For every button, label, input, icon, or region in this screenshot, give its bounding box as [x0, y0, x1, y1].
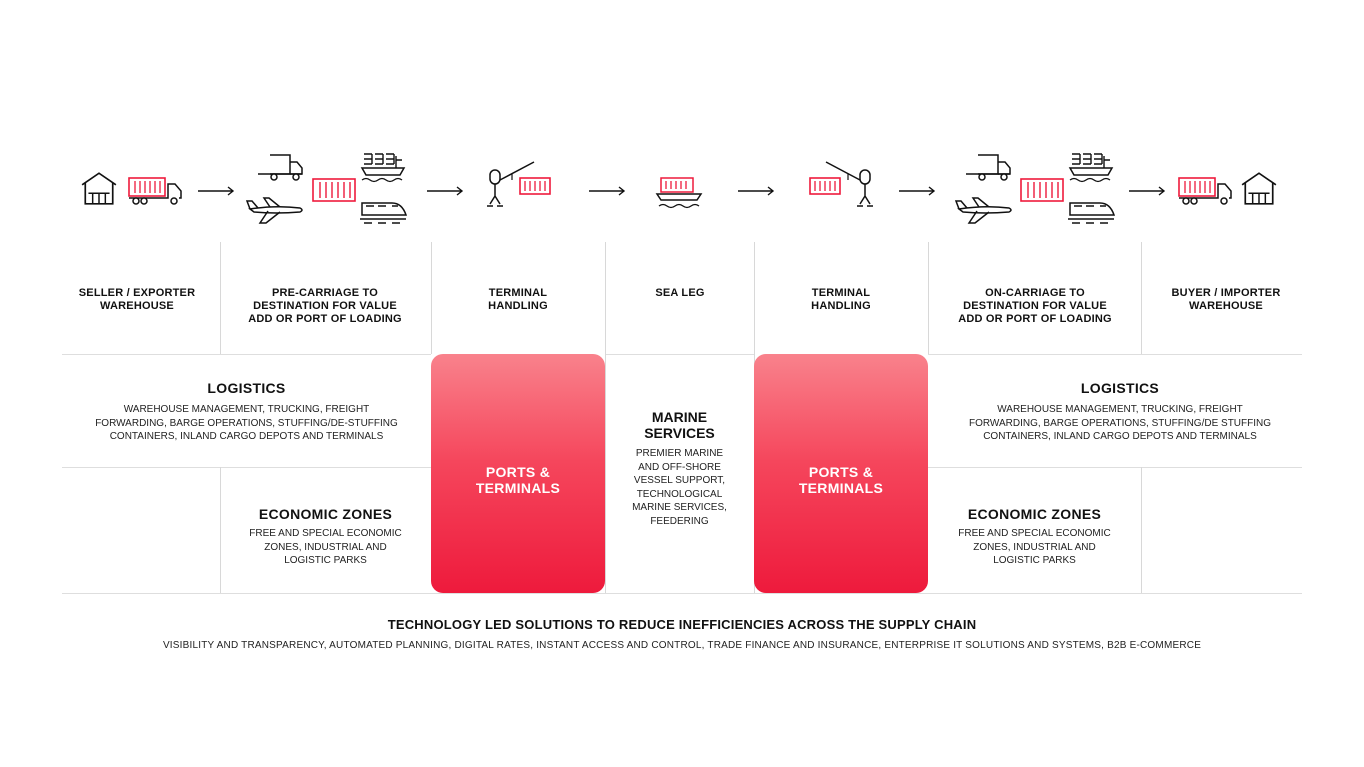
divider [605, 242, 606, 354]
arrow-icon [588, 186, 626, 196]
stage-label: BUYER / IMPORTER WAREHOUSE [1171, 287, 1281, 312]
stage-label: PRE-CARRIAGE TO DESTINATION FOR VALUE ADD OR PORT OF LOADING [248, 287, 402, 325]
container-truck-icon [128, 176, 184, 206]
ports-terminals-label: PORTS & TERMINALS [475, 464, 561, 496]
divider [431, 242, 432, 354]
logistics-desc: WAREHOUSE MANAGEMENT, TRUCKING, FREIGHT FORWARDING, BARGE OPERATIONS, STUFFING/DE STUFFING CONTAINERS, INLAND CARGO DEPOTS AND TERMINALS [968, 404, 1272, 442]
ports-terminals-label: PORTS & TERMINALS [798, 464, 884, 496]
port-crane-icon [484, 160, 554, 210]
airplane-icon [246, 195, 306, 225]
warehouse-icon [1240, 170, 1278, 206]
divider [928, 467, 1302, 468]
container-icon [1020, 178, 1064, 202]
container-icon [312, 178, 356, 202]
marine-services-desc: PREMIER MARINE AND OFF-SHORE VESSEL SUPPORT, TECHNOLOGICAL MARINE SERVICES, FEEDERING [632, 448, 727, 527]
arrow-icon [898, 186, 936, 196]
container-ship-icon [655, 176, 705, 210]
arrow-icon [197, 186, 235, 196]
marine-services-title: MARINE SERVICES [644, 409, 715, 441]
cargo-ship-icon [360, 150, 406, 184]
economic-zones-title: ECONOMIC ZONES [258, 506, 393, 522]
train-icon [358, 195, 408, 225]
logistics-desc: WAREHOUSE MANAGEMENT, TRUCKING, FREIGHT FORWARDING, BARGE OPERATIONS, STUFFING/DE-STUFFING CONTAINERS, INLAND CARGO DEPOTS AND TERMINALS [95, 404, 398, 442]
divider [928, 242, 929, 354]
logistics-title: LOGISTICS [207, 380, 286, 396]
stage-label: ON-CARRIAGE TO DESTINATION FOR VALUE ADD OR PORT OF LOADING [958, 287, 1112, 325]
warehouse-icon [80, 170, 118, 206]
stage-label: SELLER / EXPORTER WAREHOUSE [78, 287, 196, 312]
truck-icon [256, 152, 304, 182]
divider [1141, 467, 1142, 593]
arrow-icon [1128, 186, 1166, 196]
divider [605, 354, 754, 355]
airplane-icon [955, 195, 1015, 225]
logistics-title: LOGISTICS [1080, 380, 1160, 396]
container-truck-icon [1178, 176, 1234, 206]
divider [220, 242, 221, 354]
cargo-ship-icon [1068, 150, 1114, 184]
divider [754, 242, 755, 354]
economic-zones-desc: FREE AND SPECIAL ECONOMIC ZONES, INDUSTRIAL AND LOGISTIC PARKS [958, 528, 1111, 566]
stage-label: SEA LEG [655, 287, 705, 299]
arrow-icon [426, 186, 464, 196]
economic-zones-desc: FREE AND SPECIAL ECONOMIC ZONES, INDUSTRIAL AND LOGISTIC PARKS [249, 528, 402, 566]
economic-zones-title: ECONOMIC ZONES [967, 506, 1102, 522]
train-icon [1066, 195, 1116, 225]
divider [62, 593, 1302, 594]
stage-label: TERMINAL HANDLING [488, 287, 548, 312]
truck-icon [964, 152, 1012, 182]
divider [62, 354, 431, 355]
arrow-icon [737, 186, 775, 196]
divider [1141, 242, 1142, 354]
technology-desc: VISIBILITY AND TRANSPARENCY, AUTOMATED PLANNING, DIGITAL RATES, INSTANT ACCESS AND CONTROL, TRADE FINANCE AND INSURANCE, ENTERPRISE IT SOLUTIONS AND SYSTEMS, B2B E-COMMERCE [162, 640, 1202, 651]
technology-title: TECHNOLOGY LED SOLUTIONS TO REDUCE INEFFICIENCIES ACROSS THE SUPPLY CHAIN [387, 617, 977, 632]
port-crane-icon [806, 160, 876, 210]
divider [928, 354, 1302, 355]
stage-label: TERMINAL HANDLING [811, 287, 871, 312]
divider [62, 467, 431, 468]
